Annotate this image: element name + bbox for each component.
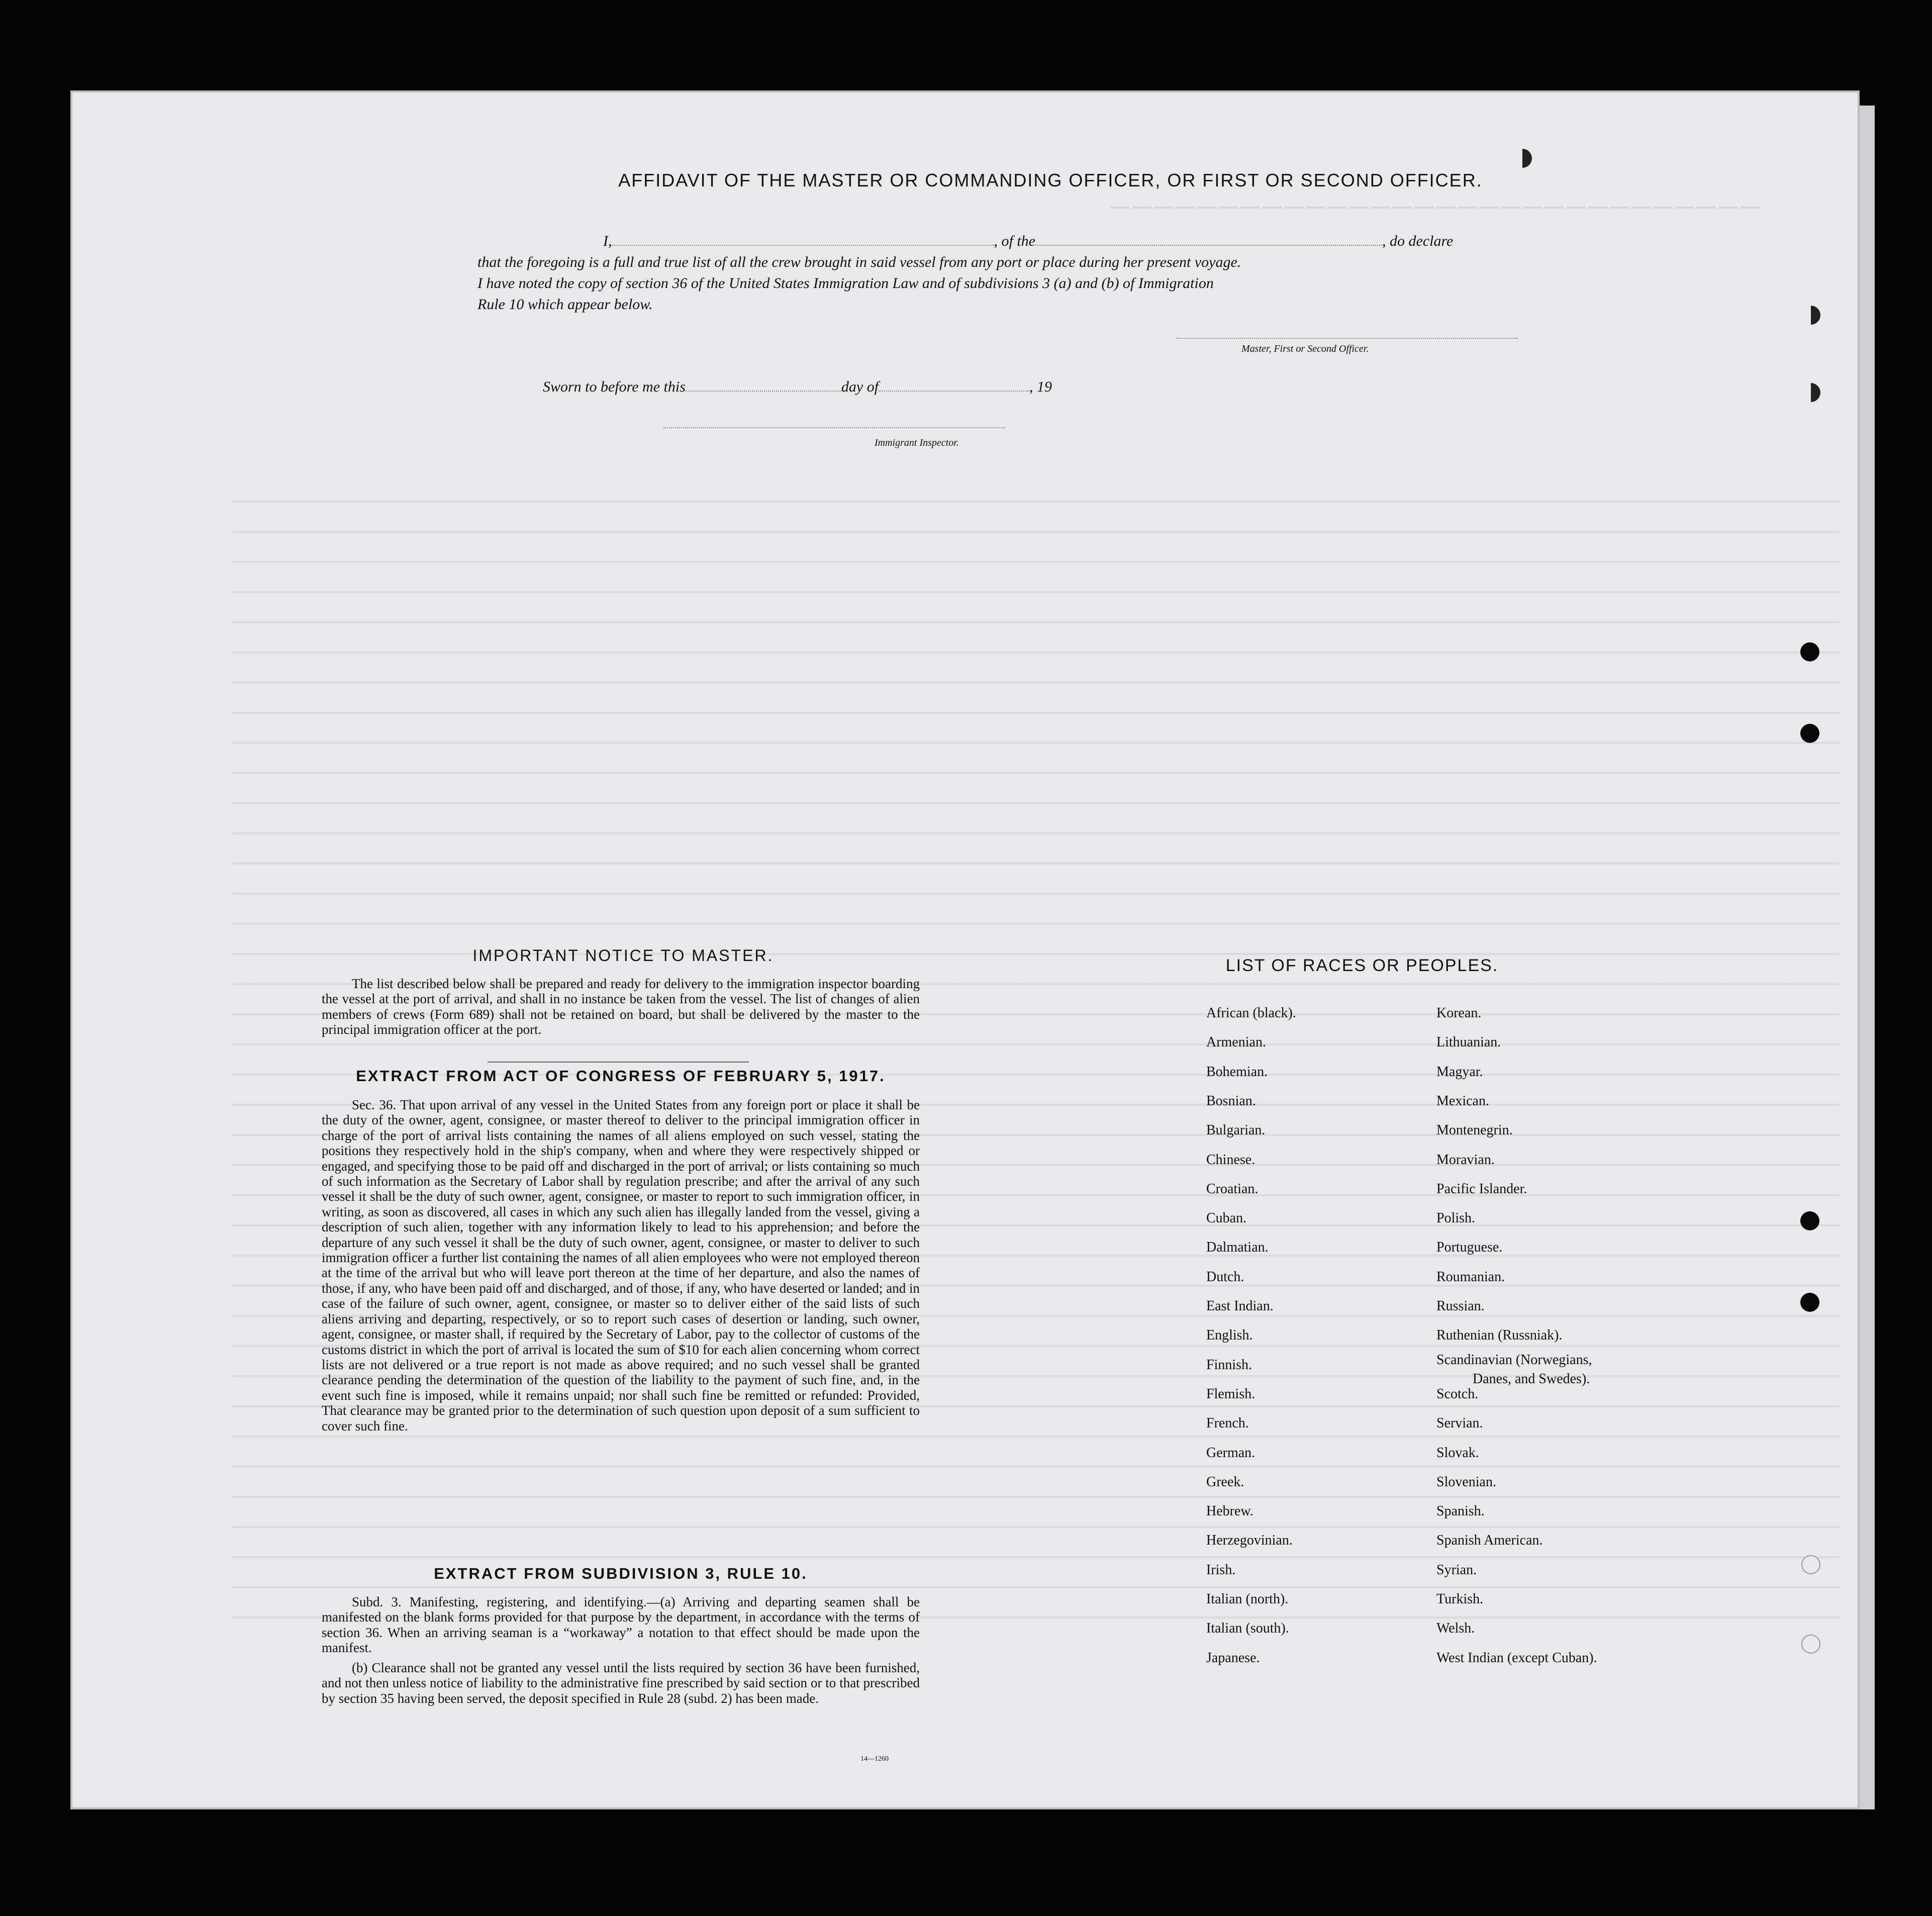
sworn-day-blank[interactable] [686,391,841,392]
race-item: French. [1206,1415,1249,1431]
race-item: Herzegovinian. [1206,1532,1293,1549]
act-title: EXTRACT FROM ACT OF CONGRESS OF FEBRUARY 5, 1917. [356,1067,886,1085]
race-item: Lithuanian. [1436,1034,1501,1050]
inspector-label: Immigrant Inspector. [875,437,959,448]
punch-hole-icon [1801,306,1820,325]
race-item: Syrian. [1436,1562,1477,1578]
affidavit-line-4: Rule 10 which appear below. [477,296,653,313]
vessel-blank[interactable] [1035,245,1382,246]
races-title: LIST OF RACES OR PEOPLES. [1225,956,1499,975]
master-signature-line[interactable] [1176,338,1518,339]
race-item: Welsh. [1436,1620,1475,1637]
race-item: Bosnian. [1206,1093,1256,1109]
race-item: Japanese. [1206,1650,1260,1666]
act-body: Sec. 36. That upon arrival of any vessel in the United States from any foreign port or place it shall be the duty of the owner, agent, consignee, or master thereof to deliver to the principal immigration officer in charge of the port of arrival lists containing the names of all aliens employed on such vessel, stating the positions they respectively hold in the ship's company, when and where they were respectively shipped or engaged, and specifying those to be paid off and discharged in the port of arrival; or lists containing so much of such information as the Secretary of Labor shall by regulation prescribe; and after the arrival of any such vessel it shall be the duty of such owner, agent, consignee, or master to report to such immigration officer, in writing, as soon as discovered, all cases in which any such alien has illegally landed from the vessel, giving a description of such alien, together with any information likely to lead to his apprehension; and before the departure of any such vessel it shall be the duty of such owner, agent, consignee, or master to deliver to such immigration officer a further list containing the names of all alien employees who were not employed thereon at the time of the arrival but who will leave port thereon at the time of her departure, and also the names of those, if any, who have been paid off and discharged, and of those, if any, who have deserted or landed; and in case of the failure of such owner, agent, consignee, or master so to deliver either of the said lists of such aliens arriving and departing, respectively, or so to report such cases of desertion or landing, such owner, agent, consignee, or master shall, if required by the Secretary of Labor, pay to the collector of customs of the customs district in which the port of arrival is located the sum of $10 for each alien concerning whom correct lists are not delivered or a true report is not made as above required; and no such vessel shall be granted clearance pending the determination of the question of the liability to the payment of such fine, and, in the event such fine is imposed, while it remains unpaid; nor shall such fine be remitted or refunded: Provided, That clearance may be granted prior to the determination of such question upon deposit of a sum sufficient to cover such fine. [322,1097,920,1433]
race-item: Dutch. [1206,1269,1244,1285]
bleed-through-header: ────────────────────────────── [1107,191,1759,227]
race-item: Scotch. [1436,1386,1479,1402]
master-label: Master, First or Second Officer. [1241,343,1369,354]
race-item: Hebrew. [1206,1503,1253,1519]
race-item: Flemish. [1206,1386,1255,1402]
affidavit-of-the: , of the [994,233,1035,249]
race-item: Irish. [1206,1562,1236,1578]
race-item: Italian (north). [1206,1591,1289,1607]
race-item: Chinese. [1206,1152,1255,1168]
race-item: Turkish. [1436,1591,1484,1607]
affidavit-line-3: I have noted the copy of section 36 of the United States Immigration Law and of subdivisions 3 (a) and (b) of Immigration [477,275,1214,292]
sworn-text: Sworn to before me this [543,378,686,395]
race-item: Spanish. [1436,1503,1485,1519]
form-number: 14—1260 [860,1755,889,1763]
affidavit-declare: , do declare [1382,233,1454,249]
punch-hole-icon [1800,642,1819,661]
document-page [70,90,1860,1809]
race-item: Ruthenian (Russniak). [1436,1327,1563,1344]
race-item: Armenian. [1206,1034,1266,1050]
race-item: Danes, and Swedes). [1473,1371,1590,1387]
race-item: East Indian. [1206,1298,1274,1314]
race-item: Bohemian. [1206,1064,1268,1080]
inspector-signature-line[interactable] [663,427,1005,428]
race-item: German. [1206,1445,1255,1461]
race-item: Croatian. [1206,1181,1259,1197]
race-item: Slovenian. [1436,1474,1496,1490]
affidavit-i: I, [603,233,612,249]
punch-hole-icon [1800,1293,1819,1312]
race-item: Portuguese. [1436,1239,1503,1256]
affidavit-title: AFFIDAVIT OF THE MASTER OR COMMANDING OFFICER, OR FIRST OR SECOND OFFICER. [618,170,1483,190]
race-item: Bulgarian. [1206,1122,1266,1138]
race-item: Slovak. [1436,1445,1479,1461]
race-item: Roumanian. [1436,1269,1505,1285]
race-item: Dalmatian. [1206,1239,1269,1256]
race-item: Mexican. [1436,1093,1489,1109]
sworn-line [543,377,1297,397]
bleed-through-table [231,472,1840,1628]
punch-hole-icon [1801,383,1820,402]
race-item: Finnish. [1206,1357,1252,1373]
race-item: Pacific Islander. [1436,1181,1527,1197]
race-item: Greek. [1206,1474,1244,1490]
race-item: Polish. [1436,1210,1476,1226]
page-edge [1860,106,1875,1809]
race-item: Korean. [1436,1005,1482,1021]
punch-hole-icon [1801,1555,1820,1574]
punch-hole-icon [1801,1635,1820,1654]
affidavit-line-2: that the foregoing is a full and true list of all the crew brought in said vessel from any port or place during her present voyage. [477,254,1241,270]
day-of-text: day of [841,378,879,395]
notice-body: The list described below shall be prepared and ready for delivery to the immigration inspector boarding the vessel at the port of arrival, and shall in no instance be taken from the vessel. The list of changes of alien members of crews (Form 689) shall not be retained on board, but shall be delivered by the master to the principal immigration officer at the port. [322,976,920,1037]
race-item: Scandinavian (Norwegians, [1436,1352,1592,1368]
affidavit-line-1 [477,231,1538,251]
race-item: West Indian (except Cuban). [1436,1650,1597,1666]
year-text: , 19 [1029,378,1052,395]
race-item: Cuban. [1206,1210,1247,1226]
race-item: Moravian. [1436,1152,1495,1168]
race-item: African (black). [1206,1005,1296,1021]
punch-hole-icon [1800,724,1819,743]
name-blank[interactable] [612,245,994,246]
rule-body-b: (b) Clearance shall not be granted any vessel until the lists required by section 36 have been furnished, and not then unless notice of liability to the administrative fine prescribed by said section or to that prescribed by section 35 having been served, the deposit specified in Rule 28 (subd. 2) has been made. [322,1660,920,1706]
race-item: Russian. [1436,1298,1485,1314]
race-item: Spanish American. [1436,1532,1543,1549]
divider [488,1062,749,1063]
race-item: Montenegrin. [1436,1122,1513,1138]
race-item: English. [1206,1327,1253,1344]
notice-title: IMPORTANT NOTICE TO MASTER. [472,946,774,965]
rule-body-a: Subd. 3. Manifesting, registering, and identifying.—(a) Arriving and departing seamen shall be manifested on the blank forms provided for that purpose by the department, in accordance with the terms of section 36. When an arriving seaman is a “workaway” a notation to that effect should be made upon the manifest. [322,1594,920,1656]
sworn-month-blank[interactable] [879,391,1029,392]
punch-hole-icon [1513,149,1532,168]
punch-hole-icon [1800,1211,1819,1230]
race-item: Italian (south). [1206,1620,1289,1637]
rule-title: EXTRACT FROM SUBDIVISION 3, RULE 10. [434,1565,808,1582]
race-item: Magyar. [1436,1064,1483,1080]
race-item: Servian. [1436,1415,1483,1431]
